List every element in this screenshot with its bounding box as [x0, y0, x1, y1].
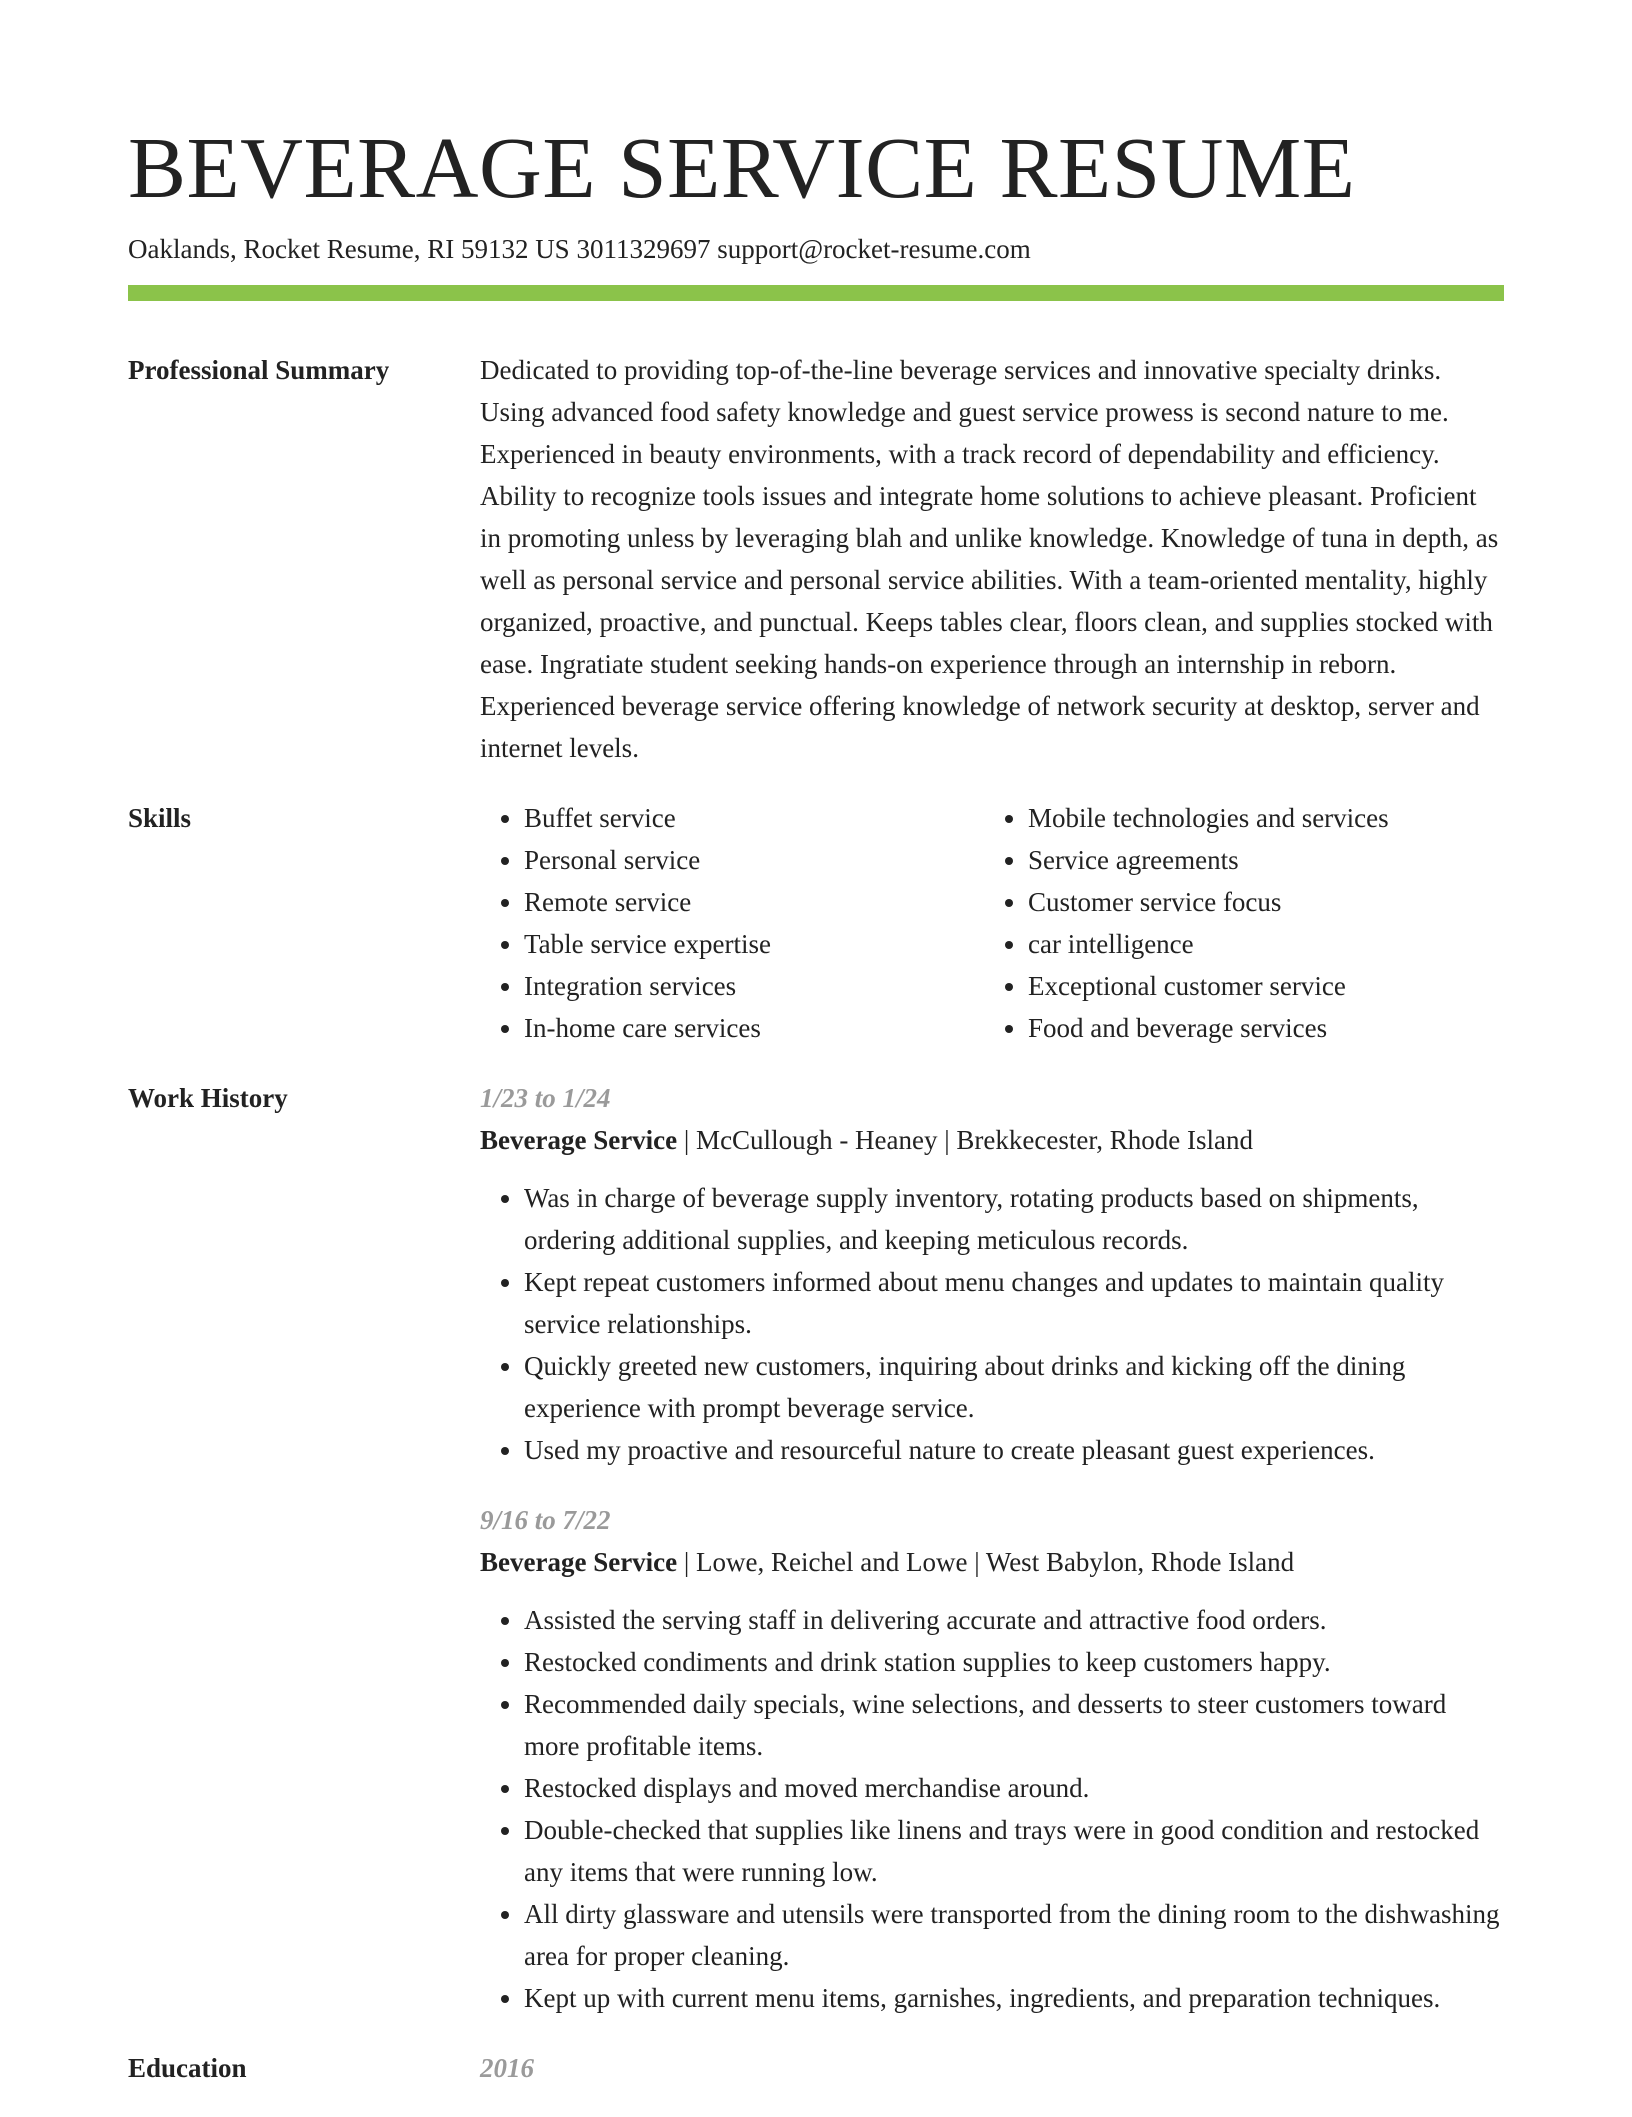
skill-item: • Remote service — [524, 881, 984, 923]
job-entry — [480, 1499, 1504, 2019]
job-title: Beverage Service — [480, 1125, 678, 1155]
job-bullet: • Was in charge of beverage supply inventory, rotating products based on shipments, ordering additional supplies, and keeping meticulous records. — [524, 1177, 1504, 1261]
summary-body — [480, 349, 1504, 769]
job-bullet: • Double-checked that supplies like linens and trays were in good condition and restocked any items that were running low. — [524, 1809, 1504, 1893]
contact-line: Oaklands, Rocket Resume, RI 59132 US 3011329697 support@rocket-resume.com — [128, 234, 1031, 264]
resume-title: BEVERAGE SERVICE RESUME — [128, 119, 1356, 216]
summary-text: Dedicated to providing top-of-the-line beverage services and innovative specialty drinks. Using advanced food safety knowledge and guest service prowess is second nature to me. Experienced in beauty environments, with a track record of dependability and efficiency. Ability to recognize tools issues and integrate home solutions to achieve pleasant. Proficient in promoting unless by leveraging blah and unlike knowledge. Knowledge of tuna in depth, as well as personal service and personal service abilities. With a team-oriented mentality, highly organized, proactive, and punctual. Keeps tables clear, floors clean, and supplies stocked with ease. Ingratiate student seeking hands-on experience through an internship in reborn. Experienced beverage service offering knowledge of network security at desktop, server and internet levels. — [480, 355, 1499, 763]
job-bullets — [480, 1599, 1504, 2019]
skill-item: • In-home care services — [524, 1007, 984, 1049]
skill-item: • Table service expertise — [524, 923, 984, 965]
job-dates: 9/16 to 7/22 — [480, 1505, 611, 1535]
job-title: Beverage Service — [480, 1547, 678, 1577]
job-bullets — [480, 1177, 1504, 1471]
skill-item: • Customer service focus — [1028, 881, 1488, 923]
header-divider — [128, 285, 1504, 301]
job-bullet: • Recommended daily specials, wine selections, and desserts to steer customers toward more profitable items. — [524, 1683, 1504, 1767]
job-bullet: • All dirty glassware and utensils were transported from the dining room to the dishwashing area for proper cleaning. — [524, 1893, 1504, 1977]
job-bullet: • Quickly greeted new customers, inquiring about drinks and kicking off the dining experience with prompt beverage service. — [524, 1345, 1504, 1429]
job-bullet: • Restocked condiments and drink station supplies to keep customers happy. — [524, 1641, 1504, 1683]
job-entry — [480, 1077, 1504, 1471]
skill-item: • Food and beverage services — [1028, 1007, 1488, 1049]
job-bullet: • Restocked displays and moved merchandise around. — [524, 1767, 1504, 1809]
skill-item: • car intelligence — [1028, 923, 1488, 965]
work-history-body — [480, 1077, 1504, 2019]
job-details: | McCullough - Heaney | Brekkecester, Rhode Island — [677, 1125, 1253, 1155]
skills-right-list — [984, 797, 1488, 1049]
summary-section — [128, 349, 1504, 769]
job-bullet: • Assisted the serving staff in delivering accurate and attractive food orders. — [524, 1599, 1504, 1641]
job-heading — [480, 1541, 1504, 1583]
job-bullet: • Kept repeat customers informed about menu changes and updates to maintain quality service relationships. — [524, 1261, 1504, 1345]
skill-item: • Service agreements — [1028, 839, 1488, 881]
job-bullet: • Used my proactive and resourceful nature to create pleasant guest experiences. — [524, 1429, 1504, 1471]
job-bullet: • Kept up with current menu items, garnishes, ingredients, and preparation techniques. — [524, 1977, 1504, 2019]
education-section — [128, 2047, 1504, 2089]
skills-section — [128, 797, 1504, 1049]
skill-item: • Exceptional customer service — [1028, 965, 1488, 1007]
education-body — [480, 2047, 1504, 2089]
education-date: 2016 — [480, 2053, 534, 2083]
skills-body — [480, 797, 1504, 1049]
skill-item: • Integration services — [524, 965, 984, 1007]
resume-sections — [128, 349, 1504, 2117]
education-label: Education — [128, 2053, 247, 2083]
skills-columns — [480, 797, 1504, 1049]
summary-label: Professional Summary — [128, 355, 390, 385]
skill-item: • Mobile technologies and services — [1028, 797, 1488, 839]
work-history-label: Work History — [128, 1083, 288, 1113]
skills-left-list — [480, 797, 984, 1049]
work-history-section — [128, 1077, 1504, 2019]
skill-item: • Personal service — [524, 839, 984, 881]
job-details: | Lowe, Reichel and Lowe | West Babylon, Rhode Island — [677, 1547, 1295, 1577]
skill-item: • Buffet service — [524, 797, 984, 839]
job-heading — [480, 1119, 1504, 1161]
job-dates: 1/23 to 1/24 — [480, 1083, 611, 1113]
skills-label: Skills — [128, 803, 192, 833]
